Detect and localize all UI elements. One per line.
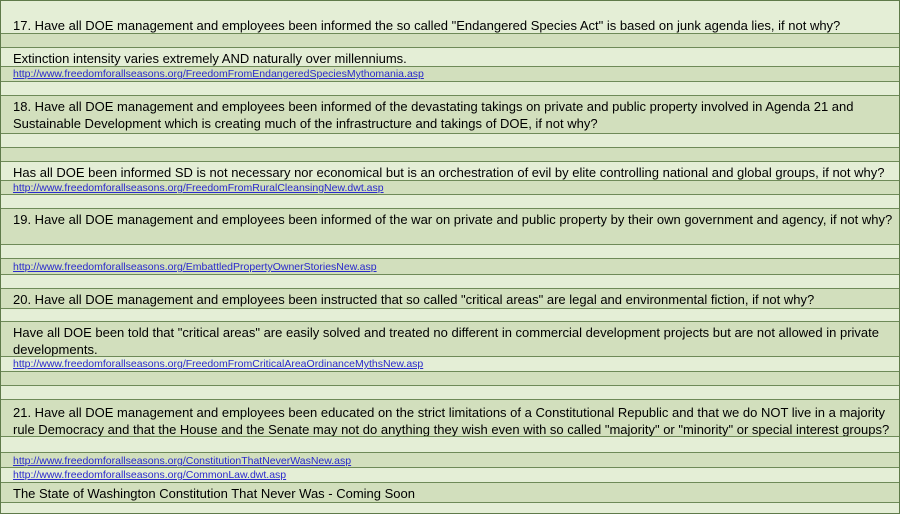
coming-soon-text: The State of Washington Constitution That Never Was - Coming Soon bbox=[13, 486, 415, 501]
critical-areas-text: Have all DOE been told that "critical areas" are easily solved and treated no different in commercial development projects but are not allowed in private developments. bbox=[13, 325, 880, 357]
blank-row bbox=[1, 503, 899, 513]
row-link-constitution bbox=[1, 453, 899, 468]
question-21-text: 21. Have all DOE management and employees been educated on the strict limitations of a Constitutional Republic and that we do NOT live in a majority rule Democracy and that the House and the Senate may not do anything they wish even with so called "majority" or "minority" or special interest groups? bbox=[13, 405, 890, 437]
row-question-17 bbox=[1, 1, 899, 34]
blank-row bbox=[1, 148, 899, 162]
row-question-18 bbox=[1, 96, 899, 134]
critical-area-link[interactable]: http://www.freedomforallseasons.org/FreedomFromCriticalAreaOrdinanceMythsNew.asp bbox=[13, 358, 424, 370]
blank-row bbox=[1, 309, 899, 322]
blank-row bbox=[1, 195, 899, 209]
blank-row bbox=[1, 437, 899, 453]
blank-row bbox=[1, 275, 899, 289]
row-coming-soon bbox=[1, 483, 899, 503]
row-critical-areas bbox=[1, 322, 899, 357]
row-link-embattled bbox=[1, 259, 899, 275]
blank-row bbox=[1, 34, 899, 48]
question-19-text: 19. Have all DOE management and employees been informed of the war on private and public property by their own government and agency, if not why? bbox=[13, 212, 893, 227]
constitution-link[interactable]: http://www.freedomforallseasons.org/ConstitutionThatNeverWasNew.asp bbox=[13, 455, 352, 467]
blank-row bbox=[1, 245, 899, 259]
question-17-text: 17. Have all DOE management and employees been informed the so called "Endangered Species Act" is based on junk agenda lies, if not why? bbox=[13, 18, 841, 33]
row-question-20 bbox=[1, 289, 899, 309]
row-link-rural bbox=[1, 181, 899, 195]
row-question-21 bbox=[1, 400, 899, 437]
common-law-link[interactable]: http://www.freedomforallseasons.org/CommonLaw.dwt.asp bbox=[13, 469, 287, 481]
embattled-property-link[interactable]: http://www.freedomforallseasons.org/EmbattledPropertyOwnerStoriesNew.asp bbox=[13, 261, 377, 273]
question-20-text: 20. Have all DOE management and employees been instructed that so called "critical areas" are legal and environmental fiction, if not why? bbox=[13, 292, 815, 307]
question-18-text: 18. Have all DOE management and employees been informed of the devastating takings on private and public property involved in Agenda 21 and Sustainable Development which is creating much of the infrastructure and takings of DOE, if not why? bbox=[13, 99, 854, 131]
row-sd-question bbox=[1, 162, 899, 181]
rural-cleansing-link[interactable]: http://www.freedomforallseasons.org/FreedomFromRuralCleansingNew.dwt.asp bbox=[13, 182, 384, 194]
blank-row bbox=[1, 134, 899, 148]
row-extinction bbox=[1, 48, 899, 67]
row-link-endangered bbox=[1, 67, 899, 82]
row-link-commonlaw bbox=[1, 468, 899, 483]
blank-row bbox=[1, 372, 899, 386]
blank-row bbox=[1, 82, 899, 96]
blank-row bbox=[1, 386, 899, 400]
row-question-19 bbox=[1, 209, 899, 245]
endangered-species-link[interactable]: http://www.freedomforallseasons.org/FreedomFromEndangeredSpeciesMythomania.asp bbox=[13, 68, 424, 80]
row-link-critical bbox=[1, 357, 899, 372]
sd-question-text: Has all DOE been informed SD is not necessary nor economical but is an orchestration of evil by elite controlling national and global groups, if not why? bbox=[13, 165, 885, 180]
extinction-text: Extinction intensity varies extremely AND naturally over millenniums. bbox=[13, 51, 407, 66]
